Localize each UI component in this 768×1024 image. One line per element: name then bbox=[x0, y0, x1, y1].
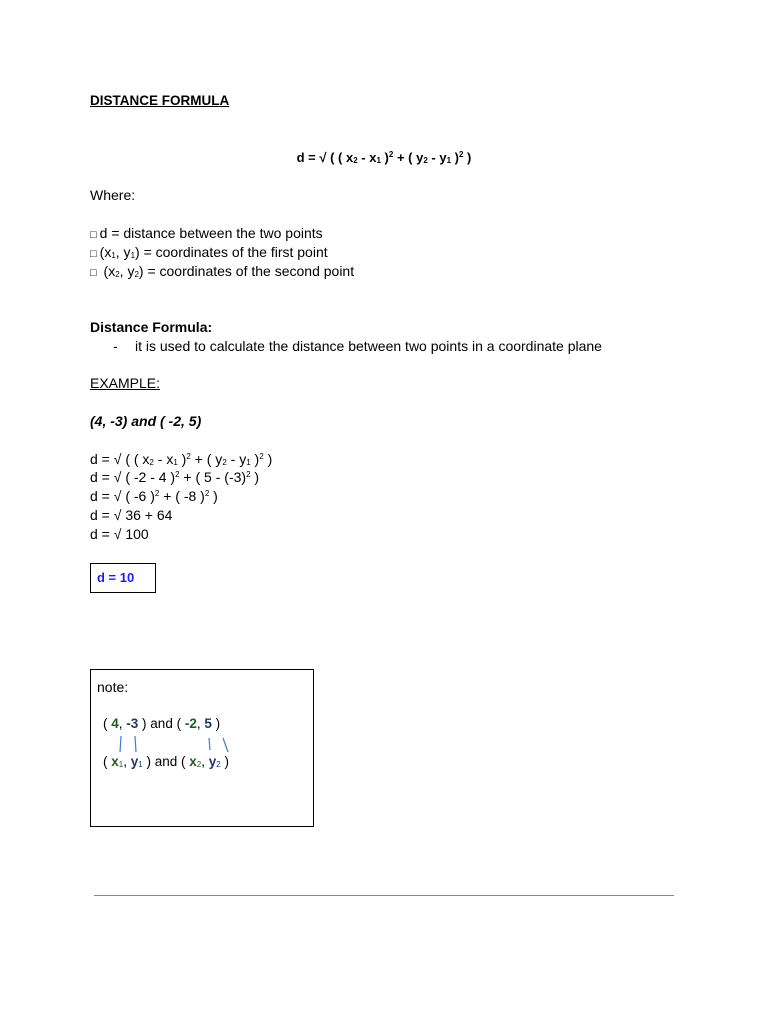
y2-value: 5 bbox=[204, 716, 212, 731]
bullet-item-distance: □ d = distance between the two points bbox=[90, 225, 323, 241]
definition-heading: Distance Formula: bbox=[90, 319, 213, 335]
x1-value: 4 bbox=[111, 716, 119, 731]
solution-step-5: d = √ 100 bbox=[90, 526, 149, 542]
solution-step-4: d = √ 36 + 64 bbox=[90, 507, 173, 523]
mapping-arrows-icon bbox=[91, 670, 315, 828]
where-label: Where: bbox=[90, 187, 136, 203]
x2-value: -2 bbox=[184, 716, 197, 731]
note-label: note: bbox=[97, 679, 129, 695]
note-variables-row: ( $x_1$, $y_1$ ) and ( $x_2$, $y_2$ ) bbox=[103, 754, 229, 769]
definition-text: - it is used to calculate the distance between two points in a coordinate plane bbox=[113, 338, 602, 354]
checkbox-square-icon: □ bbox=[90, 248, 97, 260]
example-heading: EXAMPLE: bbox=[90, 375, 161, 391]
answer-text: d = 10 bbox=[97, 570, 135, 585]
solution-step-1: d = √ ( ( $x_2 - x_1$ )$^2$ + ( $y_2 - y_1$ )$^2$ ) bbox=[90, 451, 273, 467]
y1-value: -3 bbox=[126, 716, 139, 731]
page-title: DISTANCE FORMULA bbox=[90, 93, 230, 108]
checkbox-square-icon: □ bbox=[90, 267, 97, 279]
note-box bbox=[90, 669, 314, 827]
bullet-item-first-point: □ ($x_1$, $y_1$) = coordinates of the first point bbox=[90, 244, 328, 260]
solution-step-3: d = √ ( -6 )$^2$ + ( -8 )$^2$ ) bbox=[90, 488, 218, 504]
main-formula: d = √ ( ( $x_2 - x_1$ )$^2$ + ( $y_2 - y_1$ )$^2$ ) bbox=[296, 150, 472, 165]
answer-box bbox=[90, 563, 156, 593]
example-points: (4, -3) and ( -2, 5) bbox=[90, 413, 202, 429]
solution-step-2: d = √ ( -2 - 4 )$^2$ + ( $5 - (-3)^2$ ) bbox=[90, 469, 260, 485]
bullet-item-second-point: □ ($x_2$, $y_2$) = coordinates of the second point bbox=[90, 263, 355, 279]
checkbox-square-icon: □ bbox=[90, 229, 97, 241]
page-divider bbox=[94, 895, 674, 896]
note-values-row: ( 4, -3 ) and ( -2, 5 ) bbox=[103, 716, 221, 731]
